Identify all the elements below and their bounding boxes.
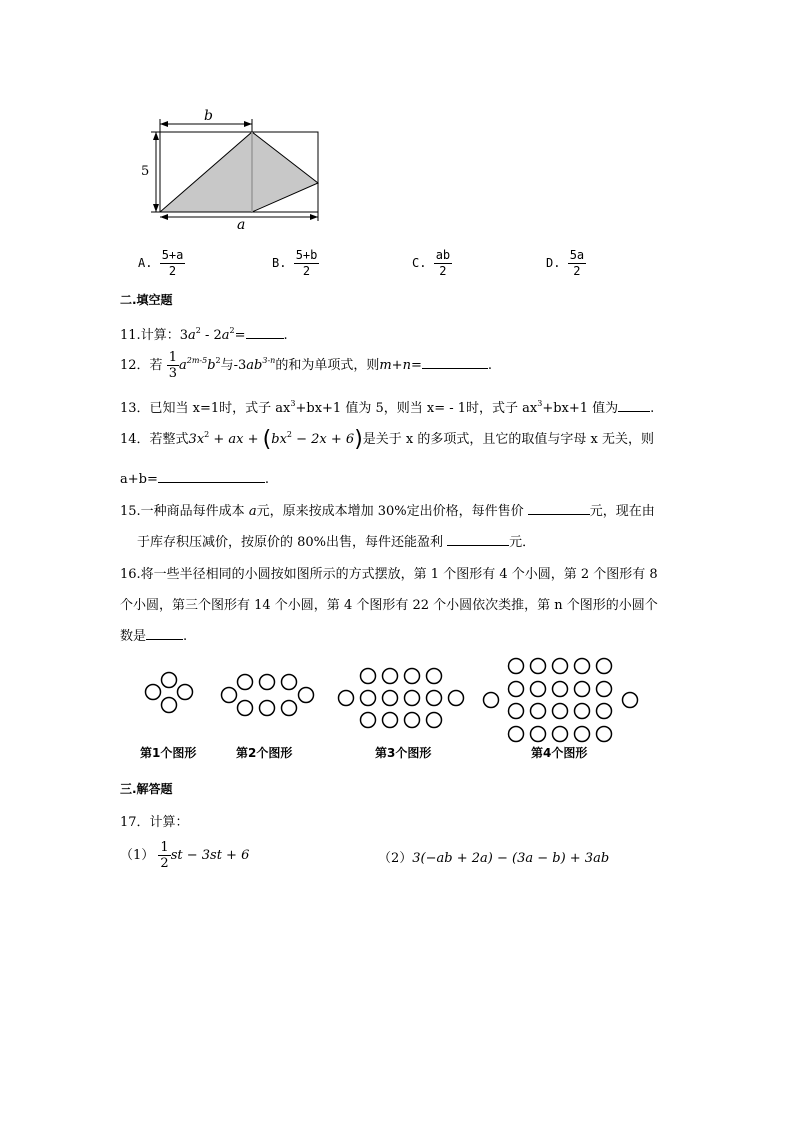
question-13: 13．已知当 x=1时，式子 $ax^3+bx+1$ 值为 5，则当 x= - 1时，式子 $ax^3+bx+1$ 值为 .	[120, 399, 655, 416]
shaded-triangle-right	[252, 132, 318, 212]
label-5: 5	[141, 164, 150, 179]
option-d: D. $\frac{5a}{2}$	[546, 248, 585, 278]
geometry-figure	[135, 105, 335, 235]
question-16-line3: 数是 .	[120, 629, 188, 644]
caption-figure-3: 第3个图形	[375, 746, 432, 760]
caption-figure-1: 第1个图形	[140, 746, 197, 760]
question-14-line2: a+b= .	[120, 472, 269, 487]
question-16-line2: 个小圆，第三个图形有 14 个小圆，第 4 个图形有 22 个小圆依次类推，第 n 个图形的小圆个	[120, 598, 658, 613]
label-a: a	[237, 217, 246, 233]
question-17-part1: （1） $\frac{1}{2}$ st − 3st + 6	[120, 840, 250, 871]
question-12: 12．若 $\frac{1}{3}$ $a^{2m-5}b^2$与$-3ab^{3-n}$的和为单项式，则m+n= .	[120, 350, 492, 381]
circle-pattern-1	[140, 670, 200, 720]
caption-figure-2: 第2个图形	[236, 746, 293, 760]
circle-pattern-2	[215, 670, 320, 720]
caption-figure-4: 第4个图形	[531, 746, 588, 760]
question-14: 14．若整式$3x^2$ + ax + $(bx^2 - 2x + 6)$是关于 x 的多项式，且它的取值与字母 x 无关，则	[120, 427, 654, 452]
question-16-line1: 16.将一些半径相同的小圆按如图所示的方式摆放，第 1 个图形有 4 个小圆，第 2 个图形有 8	[120, 567, 658, 582]
question-15: 15.一种商品每件成本 a元，原来按成本增加 30%定出价格，每件售价 元，现在由	[120, 504, 655, 519]
question-17-part2: （2）3(−ab + 2a) − (3a − b) + 3ab	[378, 851, 610, 866]
question-15-line2: 于库存积压减价，按原价的 80%出售，每件还能盈利 元．	[137, 535, 536, 550]
section-solve-heading: 三.解答题	[120, 782, 173, 796]
circle-pattern-4	[478, 655, 643, 747]
question-17-title: 17．计算：	[120, 815, 189, 830]
option-b: B. $\frac{5+b}{2}$	[272, 248, 318, 278]
section-fill-heading: 二.填空题	[120, 293, 173, 307]
circle-pattern-3	[334, 665, 469, 737]
option-c: C. $\frac{ab}{2}$	[412, 248, 451, 278]
option-a: A. $\frac{5+a}{2}$	[138, 248, 184, 278]
label-b: b	[204, 108, 213, 124]
shaded-triangle-left	[160, 132, 252, 212]
question-11: 11.计算：$3a^2 - 2a^2=$ .	[120, 326, 288, 343]
